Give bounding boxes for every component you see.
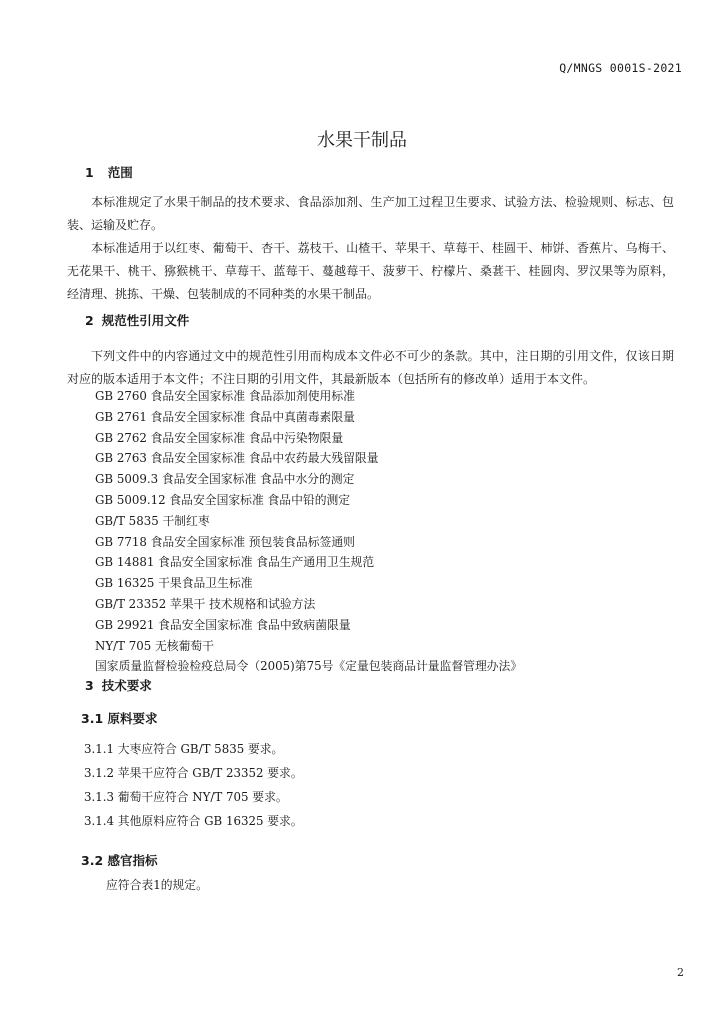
reference-item: GB/T 5835 干制红枣	[95, 513, 210, 528]
section-3-number: 3	[85, 678, 94, 693]
section-2-heading	[85, 311, 189, 329]
reference-item: GB 2762 食品安全国家标准 食品中污染物限量	[95, 430, 344, 445]
section-3-1-heading: 3.1 原料要求	[81, 711, 158, 726]
section-2-number: 2	[85, 313, 94, 328]
reference-item: 国家质量监督检验检疫总局令（2005)第75号《定量包装商品计量监督管理办法》	[95, 659, 523, 674]
reference-item: GB 2760 食品安全国家标准 食品添加剂使用标准	[95, 389, 355, 403]
requirement-item: 3.1.2 苹果干应符合 GB/T 23352 要求。	[84, 766, 303, 780]
section-3-heading	[85, 676, 152, 694]
reference-item: NY/T 705 无核葡萄干	[95, 638, 214, 653]
section-3-2-heading: 3.2 感官指标	[81, 853, 158, 868]
reference-item: GB 7718 食品安全国家标准 预包装食品标签通则	[95, 534, 355, 549]
section-1-title: 范围	[107, 165, 133, 180]
page-number: 2	[677, 966, 684, 979]
reference-item: GB 5009.3 食品安全国家标准 食品中水分的测定	[95, 472, 355, 487]
normative-intro: 下列文件中的内容通过文中的规范性引用而构成本文件必不可少的条款。其中，注日期的引用文件，仅该日期对应的版本适用于本文件；不注日期的引用文件，其最新版本（包括所有的修改单）适用于本文件。	[67, 349, 674, 386]
reference-item: GB 29921 食品安全国家标准 食品中致病菌限量	[95, 617, 351, 632]
reference-item: GB 2763 食品安全国家标准 食品中农药最大残留限量	[95, 451, 379, 466]
requirement-item: 3.1.4 其他原料应符合 GB 16325 要求。	[84, 814, 303, 828]
reference-list	[95, 386, 522, 677]
reference-item: GB 14881 食品安全国家标准 食品生产通用卫生规范	[95, 555, 375, 570]
document-code: Q/MNGS 0001S-2021	[559, 61, 682, 75]
section-1-number: 1	[85, 165, 94, 180]
reference-item: GB 16325 干果食品卫生标准	[95, 576, 253, 591]
sensory-requirement: 应符合表1的规定。	[106, 878, 208, 892]
reference-item: GB 5009.12 食品安全国家标准 食品中铅的测定	[95, 492, 351, 507]
scope-paragraph-2: 本标准适用于以红枣、葡萄干、杏干、荔枝干、山楂干、苹果干、草莓干、桂圆干、柿饼、香蕉片、乌梅干、无花果干、桃干、猕猴桃干、草莓干、蓝莓干、蔓越莓干、菠萝干、柠檬片、桑葚干、桂圆肉、罗汉果等为原料，经清理、挑拣、干燥、包装制成的不同种类的水果干制品。	[67, 241, 674, 301]
reference-item: GB 2761 食品安全国家标准 食品中真菌毒素限量	[95, 409, 355, 424]
requirement-item: 3.1.1 大枣应符合 GB/T 5835 要求。	[84, 742, 284, 756]
scope-paragraph-1: 本标准规定了水果干制品的技术要求、食品添加剂、生产加工过程卫生要求、试验方法、检验规则、标志、包装、运输及贮存。	[67, 195, 674, 232]
section-1-heading	[85, 163, 133, 181]
reference-item: GB/T 23352 苹果干 技术规格和试验方法	[95, 596, 316, 611]
document-title: 水果干制品	[317, 130, 407, 151]
requirement-item: 3.1.3 葡萄干应符合 NY/T 705 要求。	[84, 790, 288, 804]
section-2-title: 规范性引用文件	[101, 313, 190, 328]
section-3-title: 技术要求	[101, 678, 152, 693]
